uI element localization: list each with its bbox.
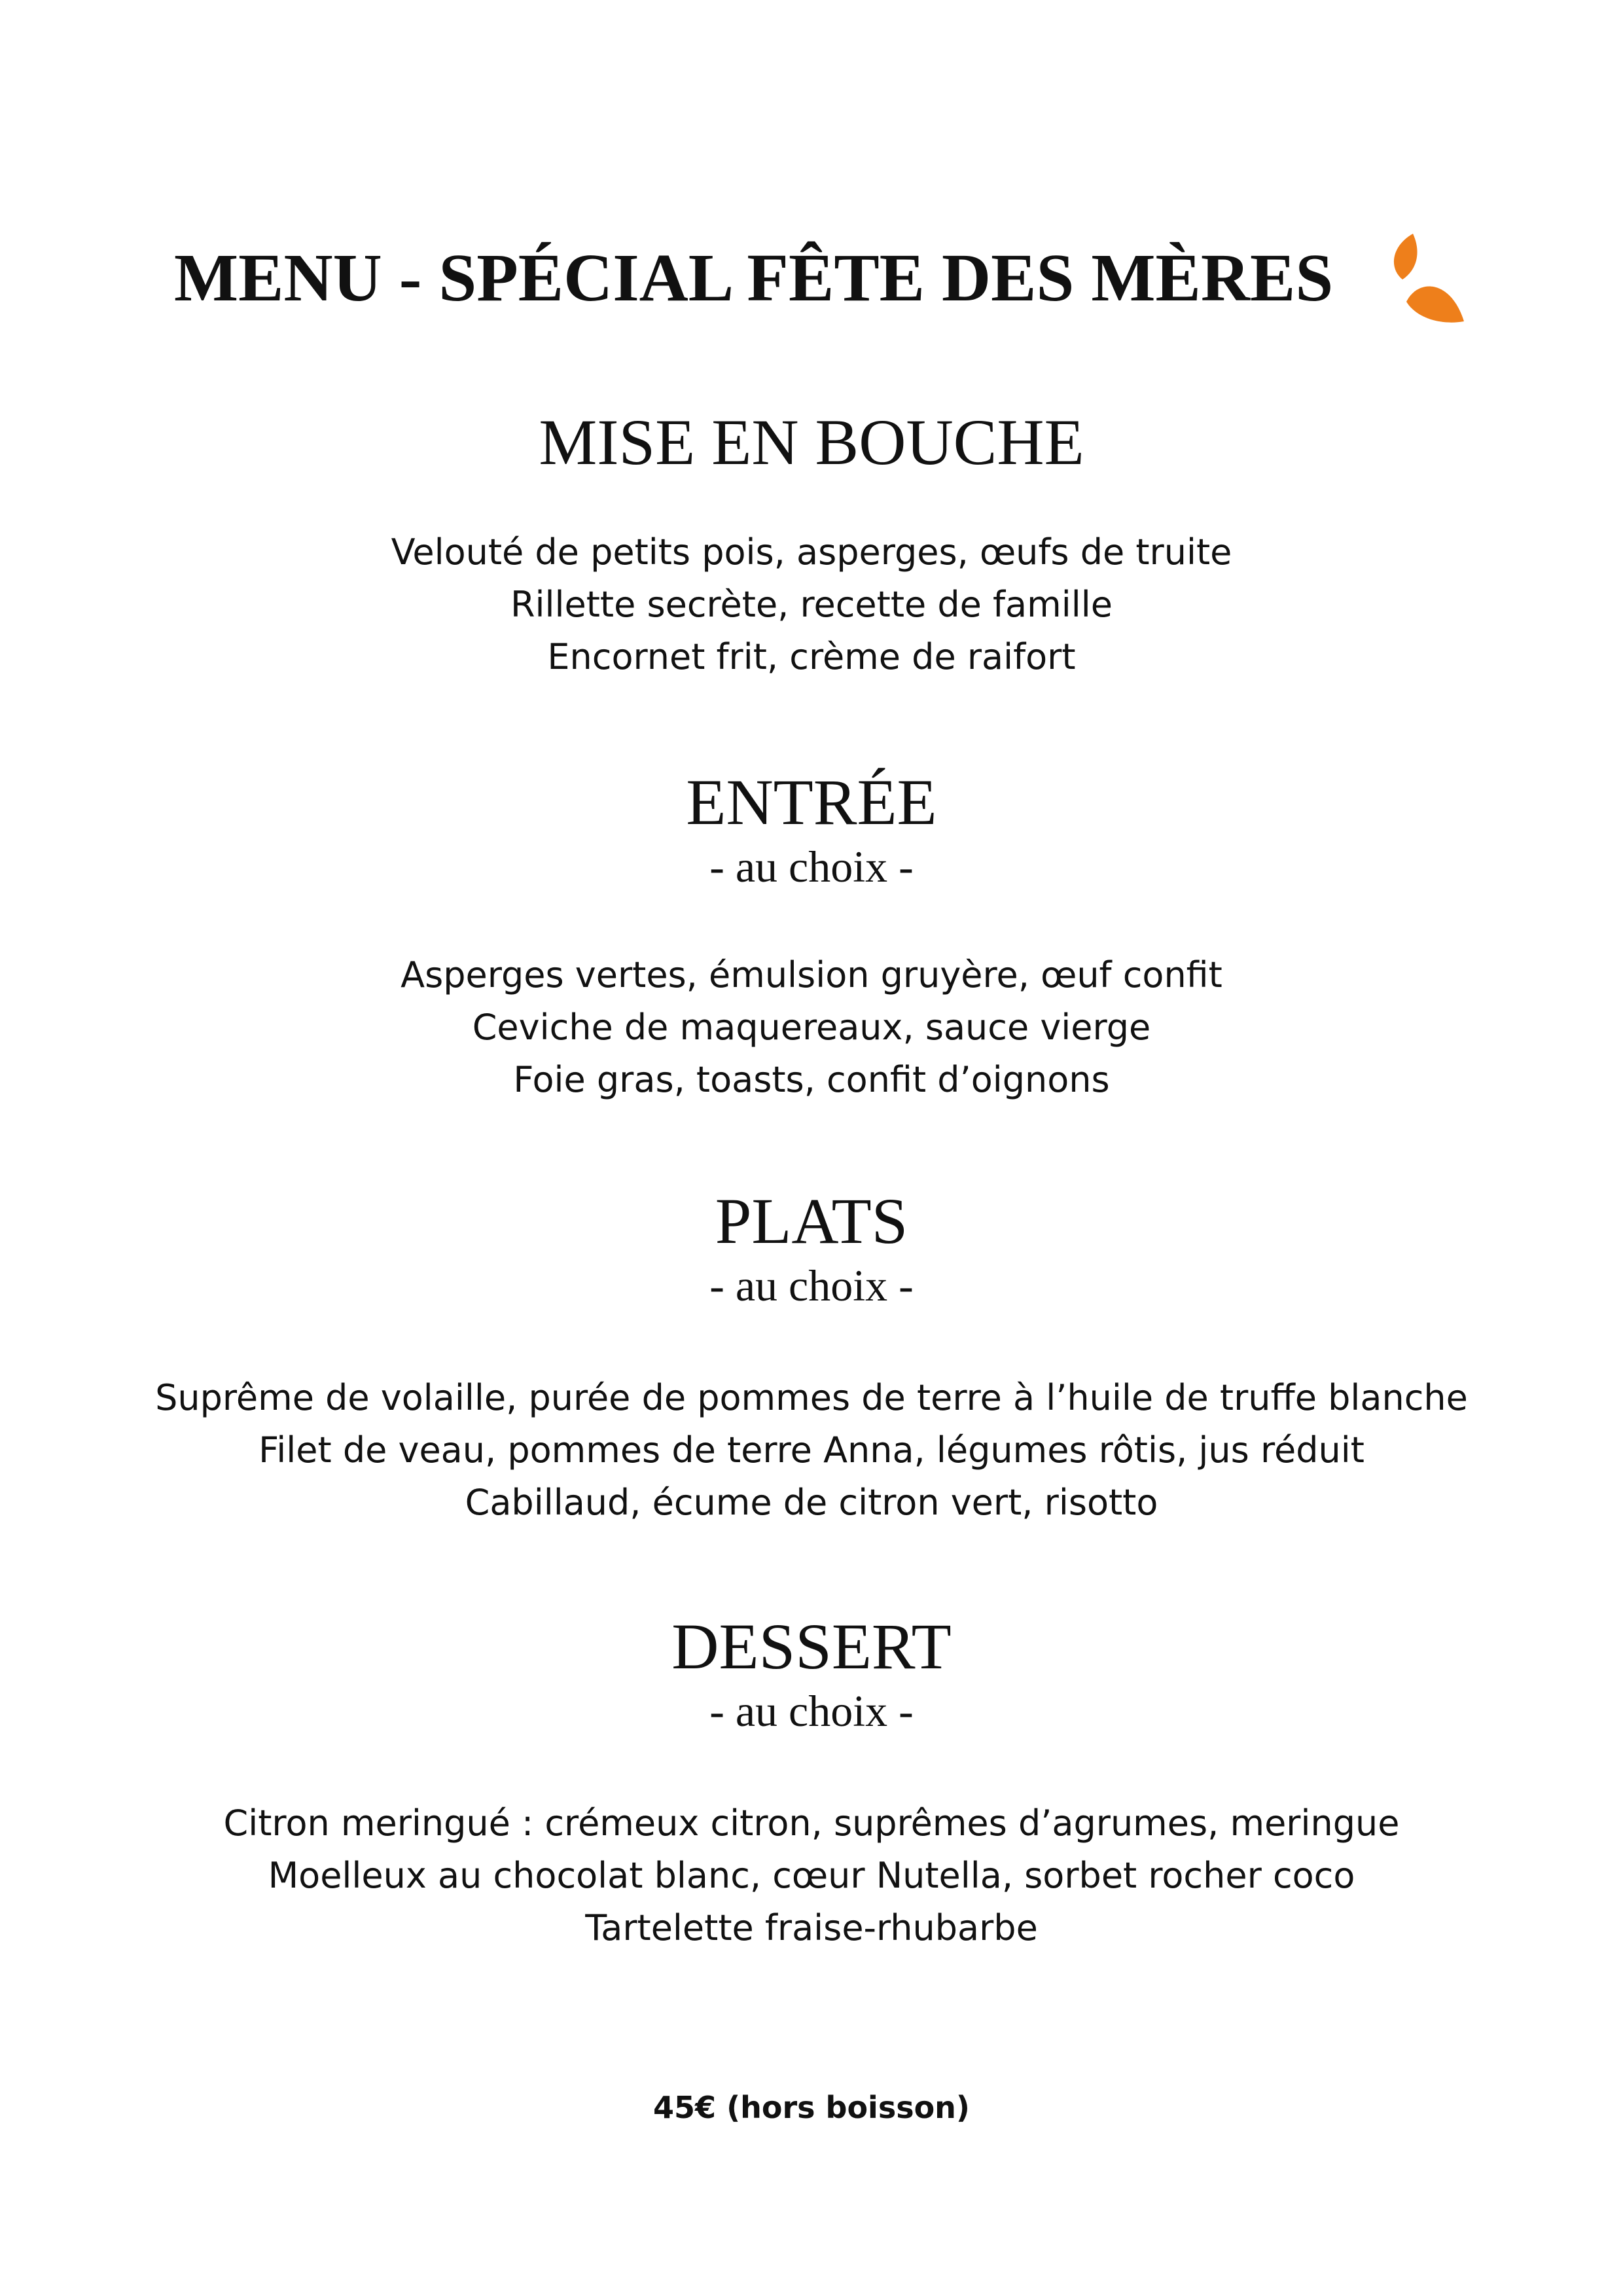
dish-item: Moelleux au chocolat blanc, cœur Nutella, sorbet rocher coco (268, 1855, 1355, 1896)
title-row (0, 232, 1623, 350)
dish-item: Encornet frit, crème de raifort (547, 636, 1076, 677)
section-title: PLATS (715, 1185, 908, 1257)
section-mise-en-bouche (0, 404, 1623, 683)
section-plats (0, 1183, 1623, 1529)
section-title: MISE EN BOUCHE (539, 406, 1084, 478)
section-subtitle: - au choix - (709, 1261, 914, 1310)
dish-item: Citron meringué : crémeux citron, suprêmes d’agrumes, meringue (223, 1803, 1400, 1844)
dish-list (0, 1797, 1623, 1954)
dish-list (0, 526, 1623, 683)
dish-item: Filet de veau, pommes de terre Anna, légumes rôtis, jus réduit (259, 1429, 1364, 1471)
orange-leaf-icon (1364, 232, 1469, 337)
section-title: ENTRÉE (686, 766, 937, 838)
dish-item: Tartelette fraise-rhubarbe (585, 1907, 1038, 1948)
dish-item: Foie gras, toasts, confit d’oignons (513, 1059, 1110, 1100)
leaf-lower-petal (1406, 287, 1464, 323)
section-title: DESSERT (671, 1610, 952, 1683)
dish-item: Asperges vertes, émulsion gruyère, œuf confit (401, 954, 1222, 996)
dish-item: Ceviche de maquereaux, sauce vierge (472, 1007, 1151, 1048)
dish-list (0, 1372, 1623, 1529)
page-title: MENU - SPÉCIAL FÊTE DES MÈRES (174, 240, 1334, 315)
section-subtitle: - au choix - (709, 842, 914, 891)
section-entree (0, 764, 1623, 1106)
dish-item: Velouté de petits pois, asperges, œufs de truite (391, 531, 1232, 573)
dish-list (0, 949, 1623, 1106)
leaf-upper-petal (1394, 234, 1418, 279)
section-subtitle: - au choix - (709, 1686, 914, 1736)
dish-item: Suprême de volaille, purée de pommes de terre à l’huile de truffe blanche (155, 1377, 1468, 1418)
section-dessert (0, 1609, 1623, 1954)
dish-item: Cabillaud, écume de citron vert, risotto (465, 1482, 1158, 1523)
menu-price: 45€ (hors boisson) (653, 2090, 970, 2125)
dish-item: Rillette secrète, recette de famille (510, 584, 1113, 625)
